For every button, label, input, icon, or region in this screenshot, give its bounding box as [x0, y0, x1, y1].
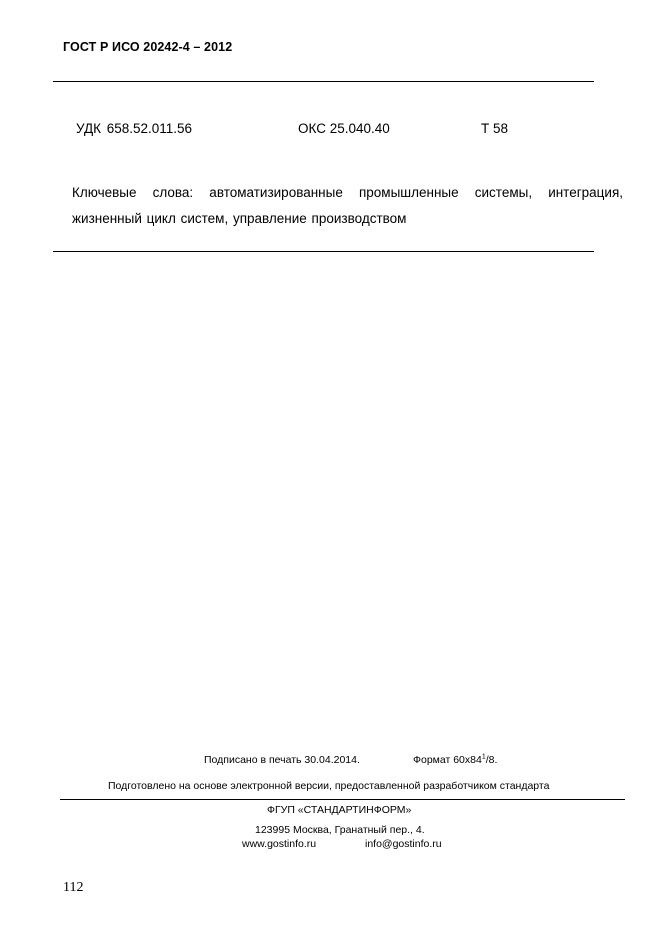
header-rule	[53, 81, 594, 82]
publisher-email[interactable]: info@gostinfo.ru	[365, 838, 442, 850]
oks-code: ОКС 25.040.40	[298, 121, 390, 136]
signed-date: Подписано в печать 30.04.2014.	[204, 754, 360, 766]
publisher-website[interactable]: www.gostinfo.ru	[242, 838, 317, 850]
keywords-rule	[53, 251, 594, 252]
paper-format: Формат $60x84^1/8$.	[413, 753, 498, 766]
keywords-paragraph: Ключевые слова: автоматизированные промышленные системы, интеграция, жизненный цикл систем, управление производством	[72, 185, 623, 226]
document-header: ГОСТ Р ИСО 20242-4 – 2012	[63, 40, 233, 54]
t-code: Т 58	[481, 121, 509, 136]
page-number: 112	[63, 880, 84, 895]
udk-code: УДК 658.52.011.56	[76, 121, 193, 136]
imprint-rule	[60, 799, 625, 800]
publisher-address: 123995 Москва, Гранатный пер., 4.	[255, 824, 425, 836]
prepared-note: Подготовлено на основе электронной версии, предоставленной разработчиком стандарта	[108, 780, 550, 792]
publisher-name: ФГУП «СТАНДАРТИНФОРМ»	[267, 804, 412, 816]
